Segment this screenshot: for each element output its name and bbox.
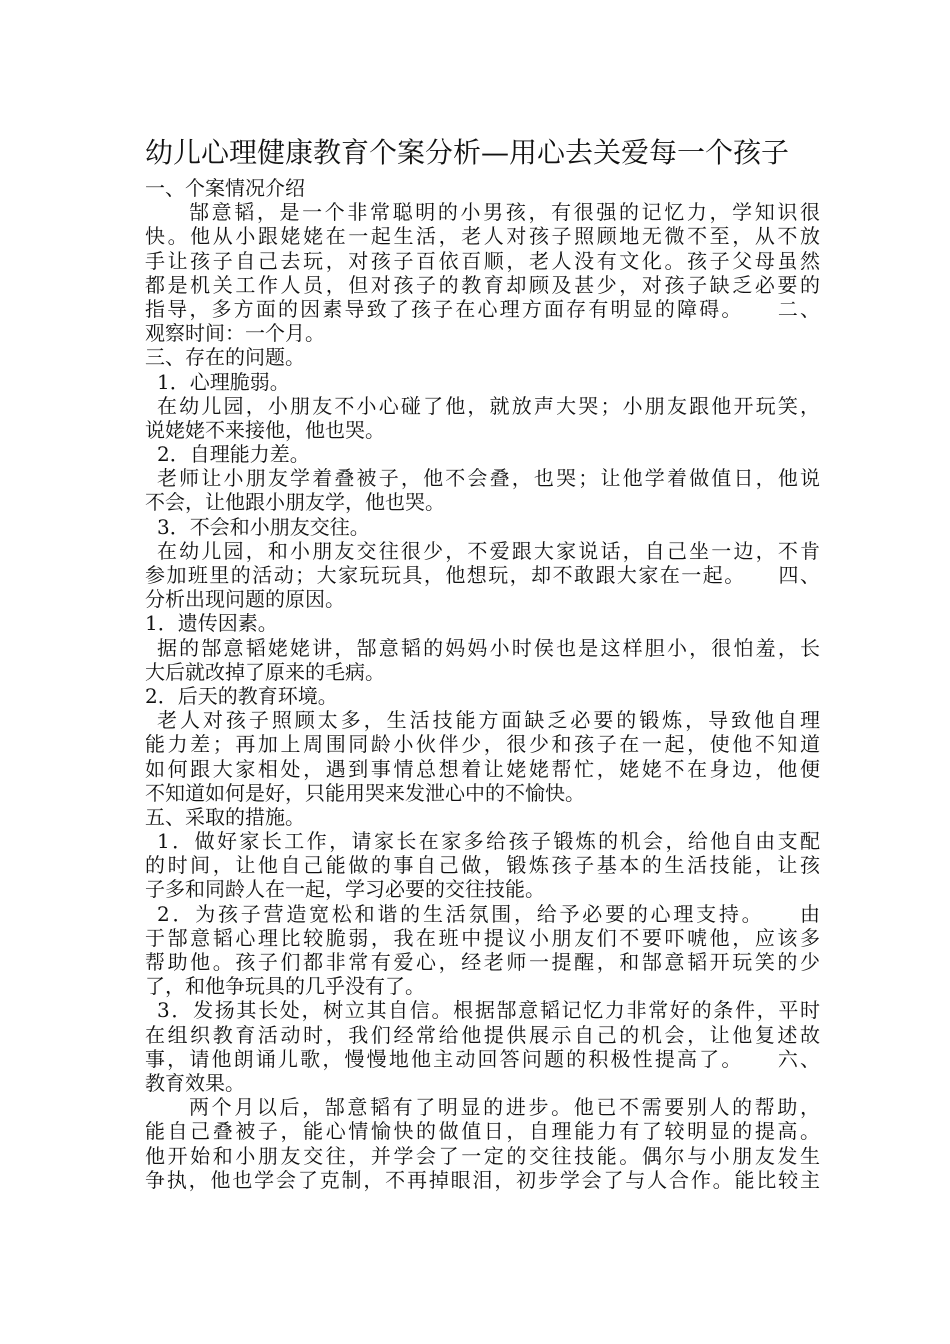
- document-body: [145, 136, 820, 1192]
- text-line: 能力差；再加上周围同龄小伙伴少，很少和孩子在一起，使他不知道: [145, 732, 820, 757]
- text-line: 1．心理脆弱。: [157, 369, 290, 394]
- text-line: 不知道如何是好，只能用哭来发泄心中的不愉快。: [145, 780, 585, 805]
- text-line: 子多和同龄人在一起，学习必要的交往技能。: [145, 877, 545, 902]
- text-line: 指导，多方面的因素导致了孩子在心理方面存有明显的障碍。 二、: [145, 296, 820, 321]
- text-line: 的时间，让他自己能做的事自己做，锻炼孩子基本的生活技能，让孩: [145, 853, 820, 878]
- text-line: 如何跟大家相处，遇到事情总想着让姥姥帮忙，姥姥不在身边，他便: [145, 756, 820, 781]
- text-line: 2．后天的教育环境。: [145, 683, 338, 708]
- text-line: 3．发扬其长处，树立其自信。根据郜意韬记忆力非常好的条件，平时: [157, 998, 820, 1023]
- text-line: 他开始和小朋友交往，并学会了一定的交往技能。偶尔与小朋友发生: [145, 1143, 820, 1168]
- text-line: 于郜意韬心理比较脆弱，我在班中提议小朋友们不要吓唬他，应该多: [145, 925, 820, 950]
- text-line: 说姥姥不来接他，他也哭。: [145, 417, 385, 442]
- document-text: [145, 176, 820, 1192]
- text-line: 1．遗传因素。: [145, 611, 278, 636]
- text-line: 都是机关工作人员，但对孩子的教育却顾及甚少，对孩子缺乏必要的: [145, 272, 820, 297]
- text-line: 老师让小朋友学着叠被子，他不会叠，也哭；让他学着做值日，他说: [157, 466, 820, 491]
- text-line: 快。他从小跟姥姥在一起生活，老人对孩子照顾地无微不至，从不放: [145, 224, 820, 249]
- text-line: 一、个案情况介绍: [145, 176, 305, 200]
- text-line: 大后就改掉了原来的毛病。: [145, 659, 385, 684]
- text-line: 3．不会和小朋友交往。: [157, 514, 370, 539]
- text-line: 不会，让他跟小朋友学，他也哭。: [145, 490, 445, 515]
- text-line: 参加班里的活动；大家玩玩具，他想玩，却不敢跟大家在一起。 四、: [145, 563, 820, 587]
- document-title: 幼儿心理健康教育个案分析—用心去关爱每一个孩子: [145, 136, 790, 169]
- text-line: 教育效果。: [145, 1070, 245, 1095]
- text-line: 事，请他朗诵儿歌，慢慢地他主动回答问题的积极性提高了。 六、: [145, 1046, 820, 1071]
- text-line: 手让孩子自己去玩，对孩子百依百顺，老人没有文化。孩子父母虽然: [145, 248, 820, 273]
- text-line: 五、采取的措施。: [145, 804, 305, 829]
- text-line: 老人对孩子照顾太多，生活技能方面缺乏必要的锻炼，导致他自理: [157, 708, 820, 733]
- text-line: 在幼儿园，小朋友不小心碰了他，就放声大哭；小朋友跟他开玩笑，: [157, 393, 820, 418]
- text-line: 在幼儿园，和小朋友交往很少，不爱跟大家说话，自己坐一边，不肯: [157, 538, 820, 563]
- text-line: 据的郜意韬姥姥讲，郜意韬的妈妈小时侯也是这样胆小，很怕羞，长: [157, 635, 820, 660]
- text-line: 两个月以后，郜意韬有了明显的进步。他已不需要别人的帮助，: [189, 1095, 820, 1120]
- text-line: 争执，他也学会了克制，不再掉眼泪，初步学会了与人合作。能比较主: [145, 1167, 820, 1192]
- text-line: 分析出现问题的原因。: [145, 587, 345, 612]
- text-line: 2．为孩子营造宽松和谐的生活氛围，给予必要的心理支持。 由: [157, 901, 820, 926]
- text-line: 了，和他争玩具的几乎没有了。: [145, 974, 425, 999]
- text-line: 观察时间：一个月。: [145, 321, 325, 346]
- text-line: 能自己叠被子，能心情愉快的做值日，自理能力有了较明显的提高。: [145, 1119, 820, 1144]
- text-line: 在组织教育活动时，我们经常给他提供展示自己的机会，让他复述故: [145, 1022, 820, 1047]
- text-line: 1．做好家长工作，请家长在家多给孩子锻炼的机会，给他自由支配: [157, 829, 820, 854]
- text-line: 三、存在的问题。: [145, 345, 305, 370]
- text-line: 帮助他。孩子们都非常有爱心，经老师一提醒，和郜意韬开玩笑的少: [145, 950, 820, 974]
- text-line: 郜意韬，是一个非常聪明的小男孩，有很强的记忆力，学知识很: [189, 200, 820, 225]
- text-line: 2．自理能力差。: [157, 442, 310, 467]
